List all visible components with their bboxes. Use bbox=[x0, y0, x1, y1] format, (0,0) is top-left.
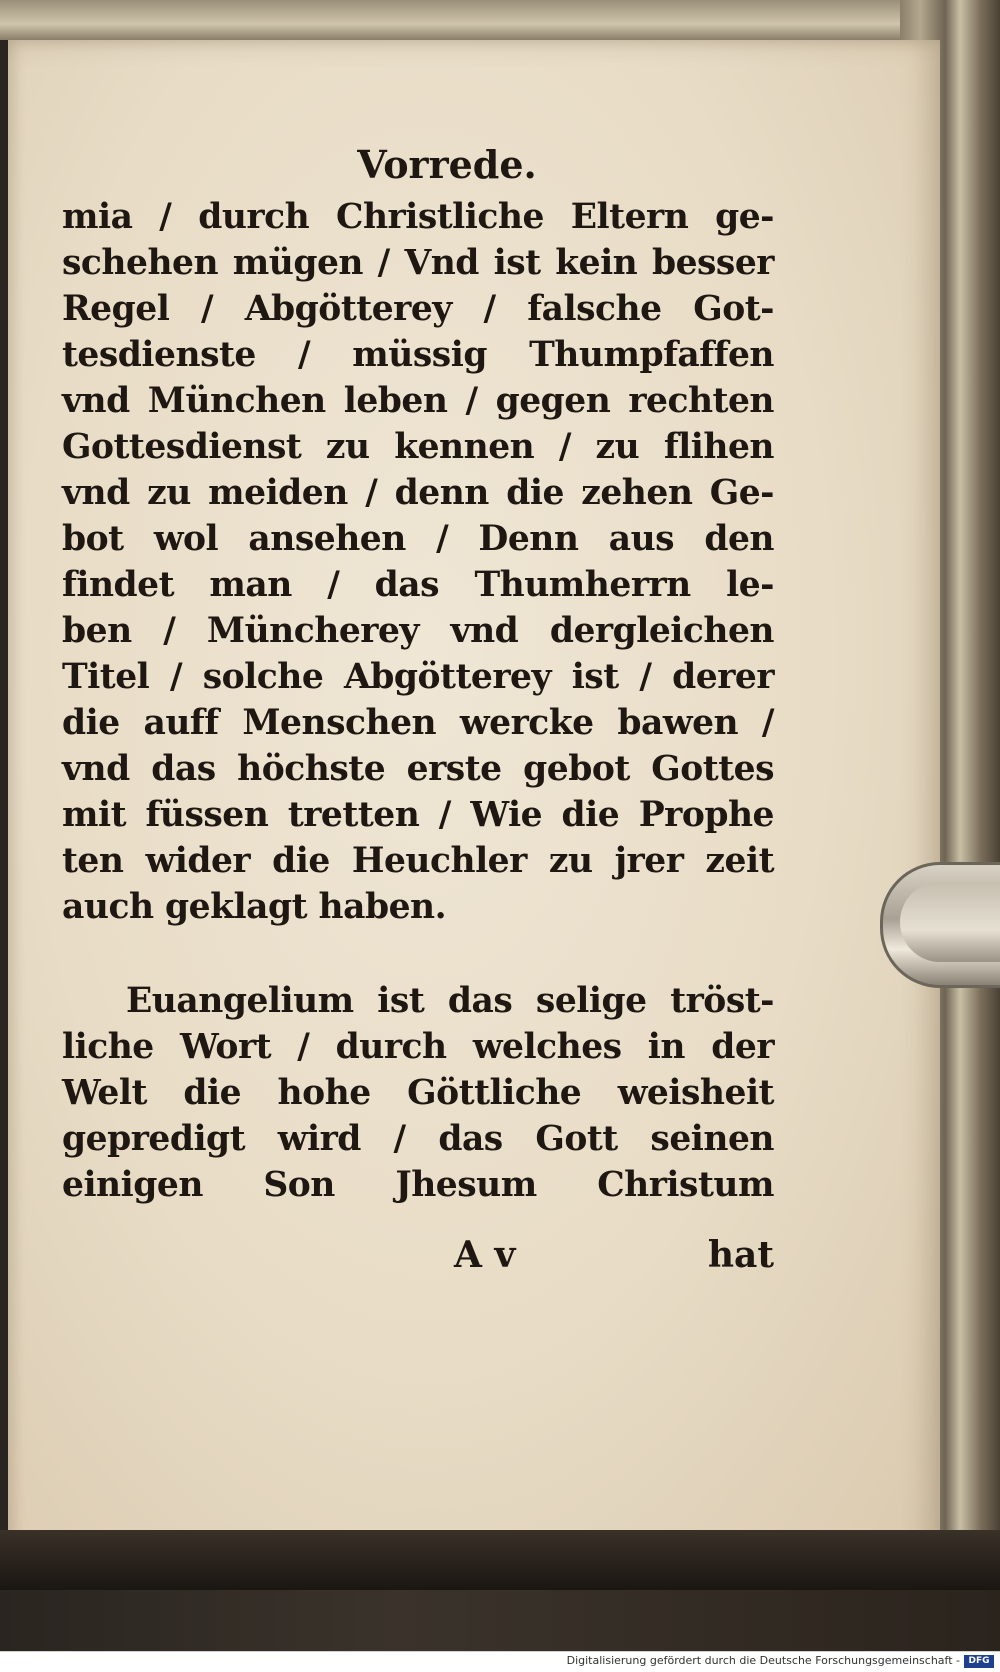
paragraph-gap bbox=[62, 930, 802, 978]
page-heading: Vorrede. bbox=[357, 142, 537, 187]
page-footer bbox=[62, 1234, 774, 1284]
text-line: die auff Menschen wercke bawen / bbox=[62, 703, 774, 743]
text-line: Euangelium ist das selige tröst- bbox=[126, 981, 774, 1021]
credit-bar bbox=[0, 1651, 1000, 1672]
text-line: tesdienste / müssig Thumpfaffen bbox=[62, 335, 774, 375]
text-line: findet man / das Thumherrn le- bbox=[62, 565, 774, 605]
page-bottom-shadow bbox=[0, 1530, 1000, 1590]
credit-text: Digitalisierung gefördert durch die Deutsche Forschungsgemeinschaft - bbox=[566, 1654, 960, 1667]
text-line: Titel / solche Abgötterey ist / derer bbox=[62, 657, 774, 697]
text-line: ben / Müncherey vnd dergleichen bbox=[62, 611, 774, 651]
text-line: auch geklagt haben. bbox=[62, 887, 447, 927]
text-line: Gottesdienst zu kennen / zu flihen bbox=[62, 427, 774, 467]
text-line: mia / durch Christliche Eltern ge- bbox=[62, 197, 774, 237]
paragraph-2 bbox=[62, 978, 802, 1208]
text-line: einigen Son Jhesum Christum bbox=[62, 1165, 774, 1205]
text-line: Welt die hohe Göttliche weisheit bbox=[62, 1073, 774, 1113]
text-line: Regel / Abgötterey / falsche Got- bbox=[62, 289, 774, 329]
metal-clasp-inner bbox=[900, 882, 1000, 962]
text-line: liche Wort / durch welches in der bbox=[62, 1027, 774, 1067]
catchword: hat bbox=[707, 1234, 774, 1276]
text-line: ten wider die Heuchler zu jrer zeit bbox=[62, 841, 774, 881]
text-line: vnd zu meiden / denn die zehen Ge- bbox=[62, 473, 774, 513]
book-top-edge bbox=[0, 0, 1000, 40]
page-text bbox=[62, 140, 802, 1208]
text-line: vnd München leben / gegen rechten bbox=[62, 381, 774, 421]
text-line: mit füssen tretten / Wie die Prophe bbox=[62, 795, 774, 835]
dfg-logo-icon: DFG bbox=[964, 1655, 994, 1668]
paragraph-1 bbox=[62, 194, 802, 930]
signature-mark: A v bbox=[454, 1234, 516, 1276]
text-line: gepredigt wird / das Gott seinen bbox=[62, 1119, 774, 1159]
text-line: schehen mügen / Vnd ist kein besser bbox=[62, 243, 774, 283]
text-line: bot wol ansehen / Denn aus den bbox=[62, 519, 774, 559]
text-line: vnd das höchste erste gebot Gottes bbox=[62, 749, 774, 789]
